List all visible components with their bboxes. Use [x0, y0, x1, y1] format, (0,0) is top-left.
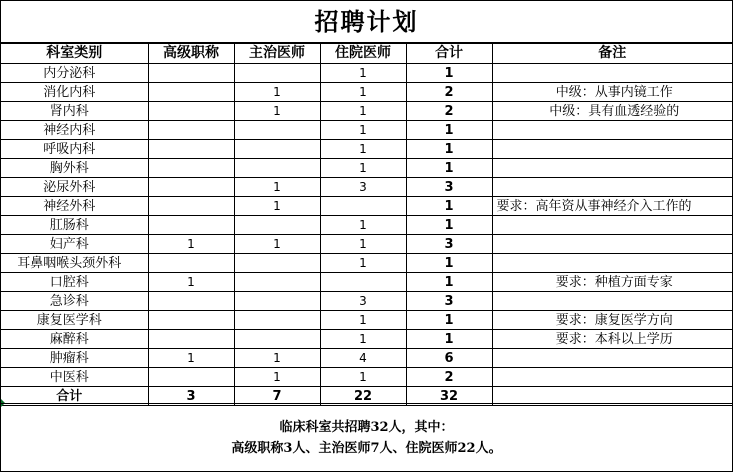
- cell-senior[interactable]: 3: [148, 387, 234, 406]
- cell-note[interactable]: 中级：从事内镜工作: [492, 83, 732, 102]
- cell-resident[interactable]: 1: [320, 140, 406, 159]
- col-header-senior[interactable]: 高级职称: [148, 44, 234, 64]
- cell-total[interactable]: 3: [406, 178, 492, 197]
- cell-total[interactable]: 1: [406, 121, 492, 140]
- cell-resident[interactable]: 1: [320, 254, 406, 273]
- cell-senior[interactable]: [148, 83, 234, 102]
- cell-resident[interactable]: 1: [320, 368, 406, 387]
- cell-resident[interactable]: 3: [320, 178, 406, 197]
- cell-resident[interactable]: 4: [320, 349, 406, 368]
- cell-senior[interactable]: [148, 197, 234, 216]
- cell-resident[interactable]: 22: [320, 387, 406, 406]
- cell-total[interactable]: 1: [406, 64, 492, 83]
- header-row: [1, 44, 732, 64]
- page-title: 招聘计划: [1, 1, 732, 43]
- cell-attending[interactable]: [234, 330, 320, 349]
- cell-senior[interactable]: [148, 140, 234, 159]
- summary-line-1: 临床科室共招聘32人，其中：: [279, 420, 454, 435]
- cell-attending[interactable]: 1: [234, 349, 320, 368]
- cell-note[interactable]: 要求：本科以上学历: [492, 330, 732, 349]
- cell-dept[interactable]: 神经内科: [1, 121, 148, 140]
- cell-total[interactable]: 1: [406, 159, 492, 178]
- cell-note[interactable]: 要求：康复医学方向: [492, 311, 732, 330]
- cell-attending[interactable]: [234, 254, 320, 273]
- cell-resident[interactable]: 3: [320, 292, 406, 311]
- cell-senior[interactable]: [148, 368, 234, 387]
- col-header-total[interactable]: 合计: [406, 44, 492, 64]
- cell-senior[interactable]: [148, 330, 234, 349]
- cell-senior[interactable]: [148, 102, 234, 121]
- cell-senior[interactable]: [148, 121, 234, 140]
- cell-dept[interactable]: 神经外科: [1, 197, 148, 216]
- cell-senior[interactable]: 1: [148, 273, 234, 292]
- table-row: [1, 64, 732, 83]
- cell-senior[interactable]: [148, 216, 234, 235]
- cell-dept[interactable]: 泌尿外科: [1, 178, 148, 197]
- cell-senior[interactable]: 1: [148, 235, 234, 254]
- cell-resident[interactable]: 1: [320, 102, 406, 121]
- cell-attending[interactable]: [234, 216, 320, 235]
- cell-dept[interactable]: 消化内科: [1, 83, 148, 102]
- cell-attending[interactable]: [234, 311, 320, 330]
- cell-total[interactable]: 1: [406, 254, 492, 273]
- table-row: [1, 102, 732, 121]
- cell-note[interactable]: 要求：种植方面专家: [492, 273, 732, 292]
- cell-attending[interactable]: 7: [234, 387, 320, 406]
- cell-note[interactable]: 中级：具有血透经验的: [492, 102, 732, 121]
- table-row: [1, 159, 732, 178]
- cell-note[interactable]: [492, 178, 732, 197]
- cell-attending[interactable]: [234, 292, 320, 311]
- table-row: [1, 254, 732, 273]
- cell-total[interactable]: 1: [406, 140, 492, 159]
- cell-senior[interactable]: 1: [148, 349, 234, 368]
- cell-dept[interactable]: 口腔科: [1, 273, 148, 292]
- cell-attending[interactable]: [234, 64, 320, 83]
- cell-total[interactable]: 2: [406, 83, 492, 102]
- cell-total[interactable]: 6: [406, 349, 492, 368]
- cell-resident[interactable]: 1: [320, 64, 406, 83]
- cell-resident[interactable]: [320, 273, 406, 292]
- table-row: [1, 83, 732, 102]
- cell-senior[interactable]: [148, 159, 234, 178]
- col-header-note[interactable]: 备注: [492, 44, 732, 64]
- cell-attending[interactable]: 1: [234, 83, 320, 102]
- cell-note[interactable]: [492, 254, 732, 273]
- cell-attending[interactable]: 1: [234, 197, 320, 216]
- cell-note[interactable]: [492, 159, 732, 178]
- table-row: [1, 235, 732, 254]
- cell-note[interactable]: [492, 235, 732, 254]
- cell-total[interactable]: 2: [406, 102, 492, 121]
- cell-attending[interactable]: 1: [234, 102, 320, 121]
- table-row: [1, 292, 732, 311]
- cell-resident[interactable]: 1: [320, 159, 406, 178]
- cell-note[interactable]: [492, 140, 732, 159]
- cell-senior[interactable]: [148, 292, 234, 311]
- cell-dept[interactable]: 肿瘤科: [1, 349, 148, 368]
- cell-senior[interactable]: [148, 311, 234, 330]
- cell-dept[interactable]: 耳鼻咽喉头颈外科: [1, 254, 148, 273]
- cell-attending[interactable]: 1: [234, 178, 320, 197]
- cell-attending[interactable]: [234, 159, 320, 178]
- cell-note[interactable]: [492, 121, 732, 140]
- col-header-resident[interactable]: 住院医师: [320, 44, 406, 64]
- recruitment-table: [1, 43, 732, 406]
- cell-dept[interactable]: 胸外科: [1, 159, 148, 178]
- table-row: [1, 368, 732, 387]
- cell-note[interactable]: [492, 292, 732, 311]
- cell-note[interactable]: 要求：高年资从事神经介入工作的: [492, 197, 732, 216]
- cell-dept[interactable]: 急诊科: [1, 292, 148, 311]
- cell-note[interactable]: [492, 216, 732, 235]
- cell-total[interactable]: 3: [406, 292, 492, 311]
- cell-resident[interactable]: [320, 197, 406, 216]
- cell-dept[interactable]: 妇产科: [1, 235, 148, 254]
- table-row: [1, 216, 732, 235]
- cell-total[interactable]: 3: [406, 235, 492, 254]
- summary-box: [1, 403, 732, 472]
- cell-dept[interactable]: 呼吸内科: [1, 140, 148, 159]
- cell-note[interactable]: [492, 368, 732, 387]
- cell-dept[interactable]: 合计: [1, 387, 148, 406]
- table-row: [1, 330, 732, 349]
- cell-attending[interactable]: [234, 140, 320, 159]
- table-row: [1, 178, 732, 197]
- cell-total[interactable]: 1: [406, 311, 492, 330]
- cell-dept[interactable]: 中医科: [1, 368, 148, 387]
- cell-senior[interactable]: [148, 178, 234, 197]
- cell-total[interactable]: 1: [406, 273, 492, 292]
- cell-note[interactable]: [492, 64, 732, 83]
- cell-note[interactable]: [492, 349, 732, 368]
- table-row: [1, 121, 732, 140]
- cell-resident[interactable]: 1: [320, 83, 406, 102]
- cell-attending[interactable]: [234, 121, 320, 140]
- cell-senior[interactable]: [148, 254, 234, 273]
- col-header-attending[interactable]: 主治医师: [234, 44, 320, 64]
- cell-dept[interactable]: 内分泌科: [1, 64, 148, 83]
- cell-total[interactable]: 2: [406, 368, 492, 387]
- cell-resident[interactable]: 1: [320, 121, 406, 140]
- cell-total[interactable]: 1: [406, 197, 492, 216]
- col-header-dept[interactable]: 科室类别: [1, 44, 148, 64]
- table-row: [1, 311, 732, 330]
- table-row: [1, 140, 732, 159]
- cell-dept[interactable]: 肾内科: [1, 102, 148, 121]
- cell-attending[interactable]: [234, 273, 320, 292]
- cell-total[interactable]: 1: [406, 216, 492, 235]
- cell-total[interactable]: 1: [406, 330, 492, 349]
- table-row: [1, 197, 732, 216]
- cell-senior[interactable]: [148, 64, 234, 83]
- cell-dept[interactable]: 康复医学科: [1, 311, 148, 330]
- cell-total[interactable]: 32: [406, 387, 492, 406]
- summary-line-2: 高级职称3人、主治医师7人、住院医师22人。: [231, 441, 502, 456]
- cell-resident[interactable]: 1: [320, 311, 406, 330]
- cell-dept[interactable]: 肛肠科: [1, 216, 148, 235]
- cell-resident[interactable]: 1: [320, 216, 406, 235]
- table-row: [1, 349, 732, 368]
- cell-dept[interactable]: 麻醉科: [1, 330, 148, 349]
- cell-attending[interactable]: 1: [234, 235, 320, 254]
- table-row: [1, 273, 732, 292]
- cell-attending[interactable]: 1: [234, 368, 320, 387]
- cell-resident[interactable]: 1: [320, 235, 406, 254]
- cell-resident[interactable]: 1: [320, 330, 406, 349]
